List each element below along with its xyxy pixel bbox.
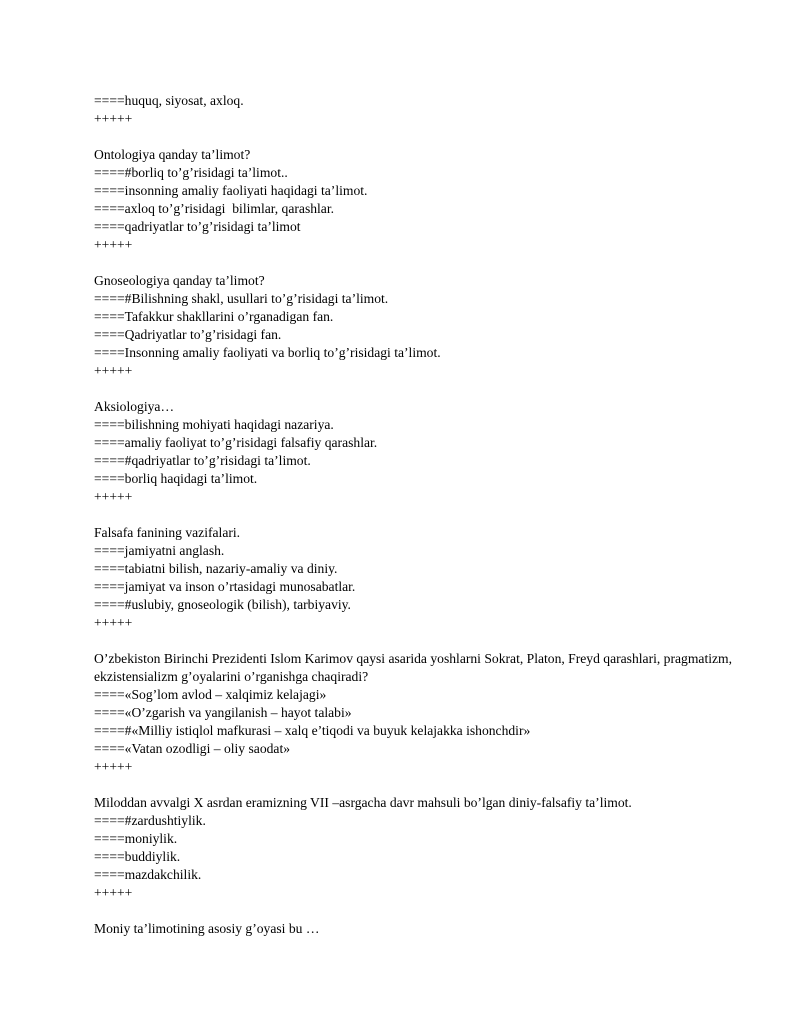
answer-option: ====#borliq to’g’risidagi ta’limot.. (94, 165, 288, 180)
separator-line: +++++ (94, 237, 133, 252)
spacer (94, 380, 734, 398)
question-text: Falsafa fanining vazifalari. (94, 525, 241, 540)
spacer (94, 632, 734, 650)
answer-option: ====jamiyatni anglash. (94, 543, 225, 558)
answer-option: ====#Bilishning shakl, usullari to’g’risidagi ta’limot. (94, 291, 389, 306)
separator-line: +++++ (94, 363, 133, 378)
answer-option: ====tabiatni bilish, nazariy-amaliy va diniy. (94, 561, 338, 576)
question-text: Aksiologiya… (94, 399, 175, 414)
answer-option: ====#uslubiy, gnoseologik (bilish), tarbiyaviy. (94, 597, 351, 612)
answer-option: ====axloq to’g’risidagi bilimlar, qarashlar. (94, 201, 335, 216)
answer-option: ====buddiylik. (94, 849, 181, 864)
question-block-ontologiya (94, 146, 734, 254)
spacer (94, 776, 734, 794)
question-block-aksiologiya (94, 398, 734, 506)
question-block-karimov (94, 650, 734, 776)
spacer (94, 128, 734, 146)
separator-line: +++++ (94, 111, 133, 126)
answer-option: ====moniylik. (94, 831, 178, 846)
answer-option: ====Insonning amaliy faoliyati va borliq to’g’risidagi ta’limot. (94, 345, 441, 360)
separator-line: +++++ (94, 759, 133, 774)
answer-option: ====«Sog’lom avlod – xalqimiz kelajagi» (94, 687, 327, 702)
separator-line: +++++ (94, 885, 133, 900)
question-text: Moniy ta’limotining asosiy g’oyasi bu … (94, 921, 320, 936)
question-block-zardushtiylik (94, 794, 734, 902)
document-body (94, 92, 734, 938)
question-text: Ontologiya qanday ta’limot? (94, 147, 251, 162)
question-block-gnoseologiya (94, 272, 734, 380)
answer-option: ====#zardushtiylik. (94, 813, 206, 828)
answer-option: ====«Vatan ozodligi – oliy saodat» (94, 741, 291, 756)
answer-option: ====#«Milliy istiqlol mafkurasi – xalq e’tiqodi va buyuk kelajakka ishonchdir» (94, 723, 531, 738)
answer-option: ====qadriyatlar to’g’risidagi ta’limot (94, 219, 301, 234)
answer-option: ====#qadriyatlar to’g’risidagi ta’limot. (94, 453, 311, 468)
answer-option: ====borliq haqidagi ta’limot. (94, 471, 258, 486)
question-block-moniy (94, 920, 734, 938)
intro-block (94, 92, 734, 128)
spacer (94, 254, 734, 272)
answer-option: ====insonning amaliy faoliyati haqidagi ta’limot. (94, 183, 368, 198)
question-block-vazifalar (94, 524, 734, 632)
question-text: Miloddan avvalgi X asrdan eramizning VII –asrgacha davr mahsuli bo’lgan diniy-falsafiy ta’limot. (94, 795, 632, 810)
answer-option: ====huquq, siyosat, axloq. (94, 93, 244, 108)
answer-option: ====jamiyat va inson o’rtasidagi munosabatlar. (94, 579, 356, 594)
separator-line: +++++ (94, 615, 133, 630)
answer-option: ====bilishning mohiyati haqidagi nazariya. (94, 417, 334, 432)
spacer (94, 506, 734, 524)
answer-option: ====Tafakkur shakllarini o’rganadigan fan. (94, 309, 334, 324)
question-text: Gnoseologiya qanday ta’limot? (94, 273, 265, 288)
answer-option: ====mazdakchilik. (94, 867, 202, 882)
answer-option: ====Qadriyatlar to’g’risidagi fan. (94, 327, 282, 342)
separator-line: +++++ (94, 489, 133, 504)
answer-option: ====«O’zgarish va yangilanish – hayot talabi» (94, 705, 352, 720)
spacer (94, 902, 734, 920)
answer-option: ====amaliy faoliyat to’g’risidagi falsafiy qarashlar. (94, 435, 378, 450)
question-text: O’zbekiston Birinchi Prezidenti Islom Karimov qaysi asarida yoshlarni Sokrat, Platon, Freyd qarashlari, pragmatizm, ekzistensializm g’oyalarini o’rganishga chaqiradi? (94, 651, 733, 684)
